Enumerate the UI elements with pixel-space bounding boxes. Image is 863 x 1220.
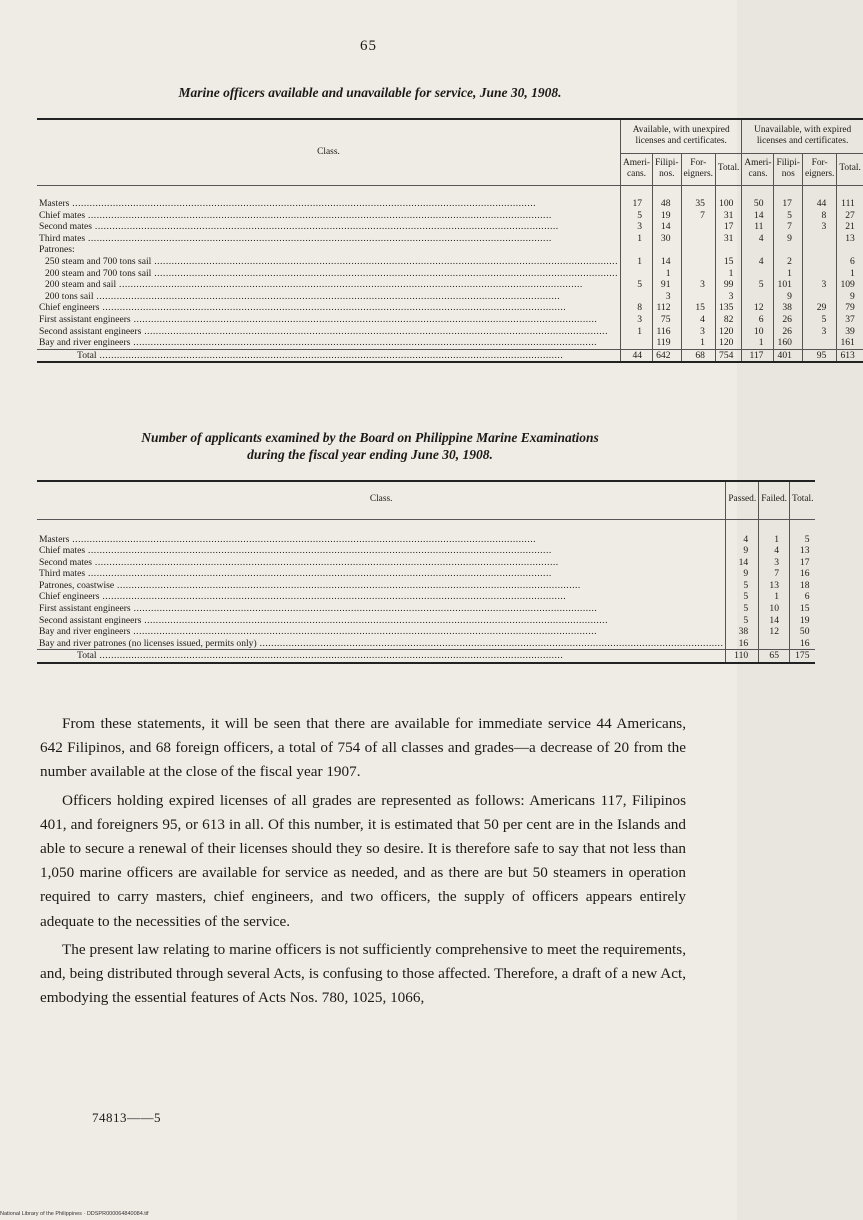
table-row xyxy=(37,221,863,233)
cell xyxy=(802,244,836,256)
cell: 17 xyxy=(774,186,802,210)
cell: 50 xyxy=(742,186,774,210)
cell: 35 xyxy=(681,186,715,210)
cell: 14 xyxy=(759,615,790,627)
row-label-text: Patrones, coastwise ..... xyxy=(39,580,581,591)
cell xyxy=(802,233,836,245)
cell: 9 xyxy=(774,233,802,245)
cell: 5 xyxy=(802,314,836,326)
cell xyxy=(620,337,652,349)
cell: 1 xyxy=(759,591,790,603)
cell: 3 xyxy=(802,221,836,233)
cell: 17 xyxy=(715,221,741,233)
row-label xyxy=(37,519,726,545)
cell xyxy=(620,268,652,280)
table-row xyxy=(37,233,863,245)
sub-header-0: Ameri-cans. xyxy=(620,154,652,186)
row-label-text: Patrones: xyxy=(39,244,75,256)
cell xyxy=(653,244,681,256)
sub-header-6: For-eigners. xyxy=(802,154,836,186)
total-cell: 642 xyxy=(653,349,681,362)
table-row xyxy=(37,256,863,268)
cell: 3 xyxy=(802,326,836,338)
cell: 120 xyxy=(715,326,741,338)
row-label-text: Chief mates ..... xyxy=(39,210,552,221)
cell: 14 xyxy=(653,221,681,233)
cell: 16 xyxy=(726,638,759,650)
cell: 1 xyxy=(837,268,863,280)
paragraph-3: The present law relating to marine officers is not sufficiently comprehensive to meet the requirements, and, being distributed through several Acts, is confusing to those affected. Therefore, a draft of a new Act, embodying the essential features of Acts Nos. 780, 1025, 1066, xyxy=(40,940,686,1007)
row-label-text: 250 steam and 700 tons sail ..... xyxy=(45,256,618,267)
cell: 26 xyxy=(774,314,802,326)
table-row xyxy=(37,603,815,615)
total-cell: 68 xyxy=(681,349,715,362)
row-label xyxy=(37,337,620,349)
total-cell: 65 xyxy=(759,650,790,663)
cell: 1 xyxy=(742,337,774,349)
signature-mark: 74813——5 xyxy=(92,1110,161,1125)
cell xyxy=(802,268,836,280)
cell: 5 xyxy=(726,580,759,592)
row-label xyxy=(37,302,620,314)
table2-caption-line2: during the fiscal year ending June 30, 1908. xyxy=(247,447,493,462)
cell xyxy=(774,244,802,256)
cell: 16 xyxy=(790,638,816,650)
total-label xyxy=(37,349,620,362)
total-cell: 44 xyxy=(620,349,652,362)
cell: 1 xyxy=(681,337,715,349)
cell xyxy=(681,291,715,303)
cell: 12 xyxy=(742,302,774,314)
row-label-text: Third mates ..... xyxy=(39,233,552,244)
table-row xyxy=(37,519,815,545)
paragraph-1: From these statements, it will be seen that there are available for immediate service 44 Americans, 642 Filipinos, and 68 foreign officers, a total of 754 of all classes and grades—a decrease of 20 from the number available at the close of the fiscal year 1907. xyxy=(40,715,686,781)
footer-watermark: National Library of the Philippines · DDSPR000064840084.tif xyxy=(0,1211,149,1217)
cell: 135 xyxy=(715,302,741,314)
table2-header-1: Passed. xyxy=(726,481,759,519)
cell: 13 xyxy=(837,233,863,245)
sub-header-7: Total. xyxy=(837,154,863,186)
cell: 79 xyxy=(837,302,863,314)
sub-header-4: Ameri-cans. xyxy=(742,154,774,186)
table-row xyxy=(37,337,863,349)
cell xyxy=(681,221,715,233)
row-label xyxy=(37,557,726,569)
cell: 100 xyxy=(715,186,741,210)
cell: 5 xyxy=(620,210,652,222)
row-label xyxy=(37,603,726,615)
cell: 29 xyxy=(802,302,836,314)
sub-header-3: Total. xyxy=(715,154,741,186)
row-label xyxy=(37,233,620,245)
row-label-text: Masters ..... xyxy=(39,534,536,545)
cell: 1 xyxy=(759,519,790,545)
table-row xyxy=(37,314,863,326)
table-row xyxy=(37,268,863,280)
cell: 1 xyxy=(774,268,802,280)
total-row xyxy=(37,650,815,663)
cell: 91 xyxy=(653,279,681,291)
cell: 3 xyxy=(681,326,715,338)
cell xyxy=(837,244,863,256)
cell: 14 xyxy=(653,256,681,268)
row-label xyxy=(37,291,620,303)
cell: 112 xyxy=(653,302,681,314)
available-group-header: Available, with unexpired licenses and certificates. xyxy=(620,119,741,154)
row-label-text: Chief engineers ..... xyxy=(39,591,566,602)
cell: 1 xyxy=(620,256,652,268)
cell: 3 xyxy=(759,557,790,569)
cell: 5 xyxy=(774,210,802,222)
cell: 1 xyxy=(653,268,681,280)
row-label-text: First assistant engineers ..... xyxy=(39,603,597,614)
cell: 5 xyxy=(742,279,774,291)
sub-header-1: Filipi-nos. xyxy=(653,154,681,186)
cell: 7 xyxy=(759,568,790,580)
table-row xyxy=(37,186,863,210)
total-cell: 117 xyxy=(742,349,774,362)
total-label xyxy=(37,650,726,663)
table-row xyxy=(37,615,815,627)
total-cell: 754 xyxy=(715,349,741,362)
total-cell: 95 xyxy=(802,349,836,362)
total-cell: 613 xyxy=(837,349,863,362)
cell: 48 xyxy=(653,186,681,210)
cell: 1 xyxy=(715,268,741,280)
total-cell: 175 xyxy=(790,650,816,663)
table2-header-0: Class. xyxy=(37,481,726,519)
table-row xyxy=(37,210,863,222)
cell: 15 xyxy=(790,603,816,615)
row-label-text: Second assistant engineers ..... xyxy=(39,326,608,337)
cell: 38 xyxy=(726,626,759,638)
table-row xyxy=(37,638,815,650)
table1-caption: Marine officers available and unavailable for service, June 30, 1908. xyxy=(178,85,562,100)
cell: 12 xyxy=(759,626,790,638)
cell: 8 xyxy=(620,302,652,314)
row-label xyxy=(37,210,620,222)
cell: 3 xyxy=(715,291,741,303)
cell: 50 xyxy=(790,626,816,638)
cell: 17 xyxy=(620,186,652,210)
cell: 31 xyxy=(715,210,741,222)
row-label-text: First assistant engineers ..... xyxy=(39,314,597,325)
cell: 3 xyxy=(653,291,681,303)
cell xyxy=(681,233,715,245)
total-label-text: Total ..... xyxy=(77,650,563,661)
cell: 27 xyxy=(837,210,863,222)
table2-caption xyxy=(30,429,710,463)
cell xyxy=(742,268,774,280)
cell: 1 xyxy=(620,326,652,338)
cell: 6 xyxy=(790,591,816,603)
row-label-text: Masters ..... xyxy=(39,198,536,209)
total-row xyxy=(37,349,863,362)
table-row xyxy=(37,302,863,314)
row-label-text: Bay and river engineers ..... xyxy=(39,626,597,637)
cell: 38 xyxy=(774,302,802,314)
cell: 7 xyxy=(681,210,715,222)
row-label xyxy=(37,545,726,557)
cell: 5 xyxy=(726,603,759,615)
cell: 120 xyxy=(715,337,741,349)
row-label xyxy=(37,580,726,592)
cell: 14 xyxy=(726,557,759,569)
table-row xyxy=(37,580,815,592)
cell: 5 xyxy=(726,615,759,627)
row-label xyxy=(37,221,620,233)
cell: 17 xyxy=(790,557,816,569)
unavailable-group-header: Unavailable, with expired licenses and certificates. xyxy=(742,119,863,154)
page-number: 65 xyxy=(360,38,377,54)
table-row xyxy=(37,244,863,256)
cell xyxy=(802,291,836,303)
cell xyxy=(742,244,774,256)
cell: 19 xyxy=(653,210,681,222)
row-label xyxy=(37,591,726,603)
cell: 14 xyxy=(742,210,774,222)
row-label xyxy=(37,568,726,580)
row-label-text: 200 steam and sail ..... xyxy=(45,279,583,290)
cell: 116 xyxy=(653,326,681,338)
row-label-text: Second mates ..... xyxy=(39,557,559,568)
cell: 16 xyxy=(790,568,816,580)
cell: 30 xyxy=(653,233,681,245)
row-label xyxy=(37,279,620,291)
paragraph-2: Officers holding expired licenses of all grades are represented as follows: Americans 117, Filipinos 401, and foreigners 95, or 613 in all. Of this number, it is estimated that 50 per cent are in the Islands and able to secure a renewal of their licenses should they so desire. It is therefore safe to say that not less than 1,050 marine officers are available for service as needed, and as there are but 50 steamers in operation required to carry masters, chief engineers, and two officers, the supply of officers appears entirely adequate to the necessities of the service. xyxy=(40,791,686,930)
cell xyxy=(620,291,652,303)
total-cell: 110 xyxy=(726,650,759,663)
table-row xyxy=(37,568,815,580)
cell: 9 xyxy=(774,291,802,303)
cell: 4 xyxy=(742,233,774,245)
table-row xyxy=(37,626,815,638)
row-label xyxy=(37,256,620,268)
cell: 10 xyxy=(742,326,774,338)
cell xyxy=(742,291,774,303)
cell: 6 xyxy=(742,314,774,326)
cell: 9 xyxy=(726,568,759,580)
cell: 99 xyxy=(715,279,741,291)
row-label-text: Bay and river patrones (no licenses issued, permits only) ..... xyxy=(39,638,723,649)
cell: 7 xyxy=(774,221,802,233)
row-label-text: 200 steam and 700 tons sail ..... xyxy=(45,268,618,279)
table-row xyxy=(37,291,863,303)
cell: 39 xyxy=(837,326,863,338)
cell: 75 xyxy=(653,314,681,326)
table-row xyxy=(37,326,863,338)
cell: 2 xyxy=(774,256,802,268)
cell: 10 xyxy=(759,603,790,615)
cell: 11 xyxy=(742,221,774,233)
cell: 21 xyxy=(837,221,863,233)
cell: 5 xyxy=(620,279,652,291)
cell xyxy=(802,337,836,349)
cell: 31 xyxy=(715,233,741,245)
table2-caption-line1: Number of applicants examined by the Board on Philippine Marine Examinations xyxy=(141,430,599,445)
row-label-text: Third mates ..... xyxy=(39,568,552,579)
cell: 111 xyxy=(837,186,863,210)
cell: 9 xyxy=(837,291,863,303)
row-label-text: Bay and river engineers ..... xyxy=(39,337,597,348)
table-row xyxy=(37,545,815,557)
cell xyxy=(802,256,836,268)
row-label xyxy=(37,326,620,338)
cell: 4 xyxy=(742,256,774,268)
cell: 3 xyxy=(681,279,715,291)
row-label-text: Second assistant engineers ..... xyxy=(39,615,608,626)
cell: 5 xyxy=(726,591,759,603)
officers-table xyxy=(37,118,863,363)
cell: 37 xyxy=(837,314,863,326)
cell: 19 xyxy=(790,615,816,627)
cell: 13 xyxy=(790,545,816,557)
cell: 26 xyxy=(774,326,802,338)
table-row xyxy=(37,557,815,569)
sub-header-2: For-eigners. xyxy=(681,154,715,186)
cell: 3 xyxy=(620,221,652,233)
cell: 15 xyxy=(715,256,741,268)
row-label-text: Second mates ..... xyxy=(39,221,559,232)
class-header: Class. xyxy=(37,119,620,186)
table-row xyxy=(37,279,863,291)
row-label xyxy=(37,186,620,210)
cell: 5 xyxy=(790,519,816,545)
row-label xyxy=(37,314,620,326)
cell: 3 xyxy=(802,279,836,291)
row-label-text: Chief engineers ..... xyxy=(39,302,566,313)
cell: 44 xyxy=(802,186,836,210)
cell: 9 xyxy=(726,545,759,557)
cell: 15 xyxy=(681,302,715,314)
row-label xyxy=(37,626,726,638)
cell: 13 xyxy=(759,580,790,592)
row-label-text: 200 tons sail ..... xyxy=(45,291,560,302)
cell: 4 xyxy=(759,545,790,557)
row-label xyxy=(37,244,620,256)
body-text xyxy=(40,712,686,1010)
cell: 101 xyxy=(774,279,802,291)
cell: 6 xyxy=(837,256,863,268)
cell: 3 xyxy=(620,314,652,326)
table-row xyxy=(37,591,815,603)
total-cell: 401 xyxy=(774,349,802,362)
row-label xyxy=(37,615,726,627)
cell: 160 xyxy=(774,337,802,349)
row-label xyxy=(37,638,726,650)
row-label xyxy=(37,268,620,280)
cell xyxy=(681,244,715,256)
applicants-table xyxy=(37,480,815,664)
cell xyxy=(759,638,790,650)
cell: 4 xyxy=(681,314,715,326)
cell: 1 xyxy=(620,233,652,245)
cell xyxy=(715,244,741,256)
total-label-text: Total ..... xyxy=(77,350,563,361)
cell: 161 xyxy=(837,337,863,349)
cell xyxy=(681,268,715,280)
row-label-text: Chief mates ..... xyxy=(39,545,552,556)
cell: 119 xyxy=(653,337,681,349)
cell: 4 xyxy=(726,519,759,545)
cell: 8 xyxy=(802,210,836,222)
cell xyxy=(620,244,652,256)
table2-header-3: Total. xyxy=(790,481,816,519)
cell xyxy=(681,256,715,268)
cell: 18 xyxy=(790,580,816,592)
cell: 82 xyxy=(715,314,741,326)
cell: 109 xyxy=(837,279,863,291)
table2-header-2: Failed. xyxy=(759,481,790,519)
sub-header-5: Filipi-nos xyxy=(774,154,802,186)
